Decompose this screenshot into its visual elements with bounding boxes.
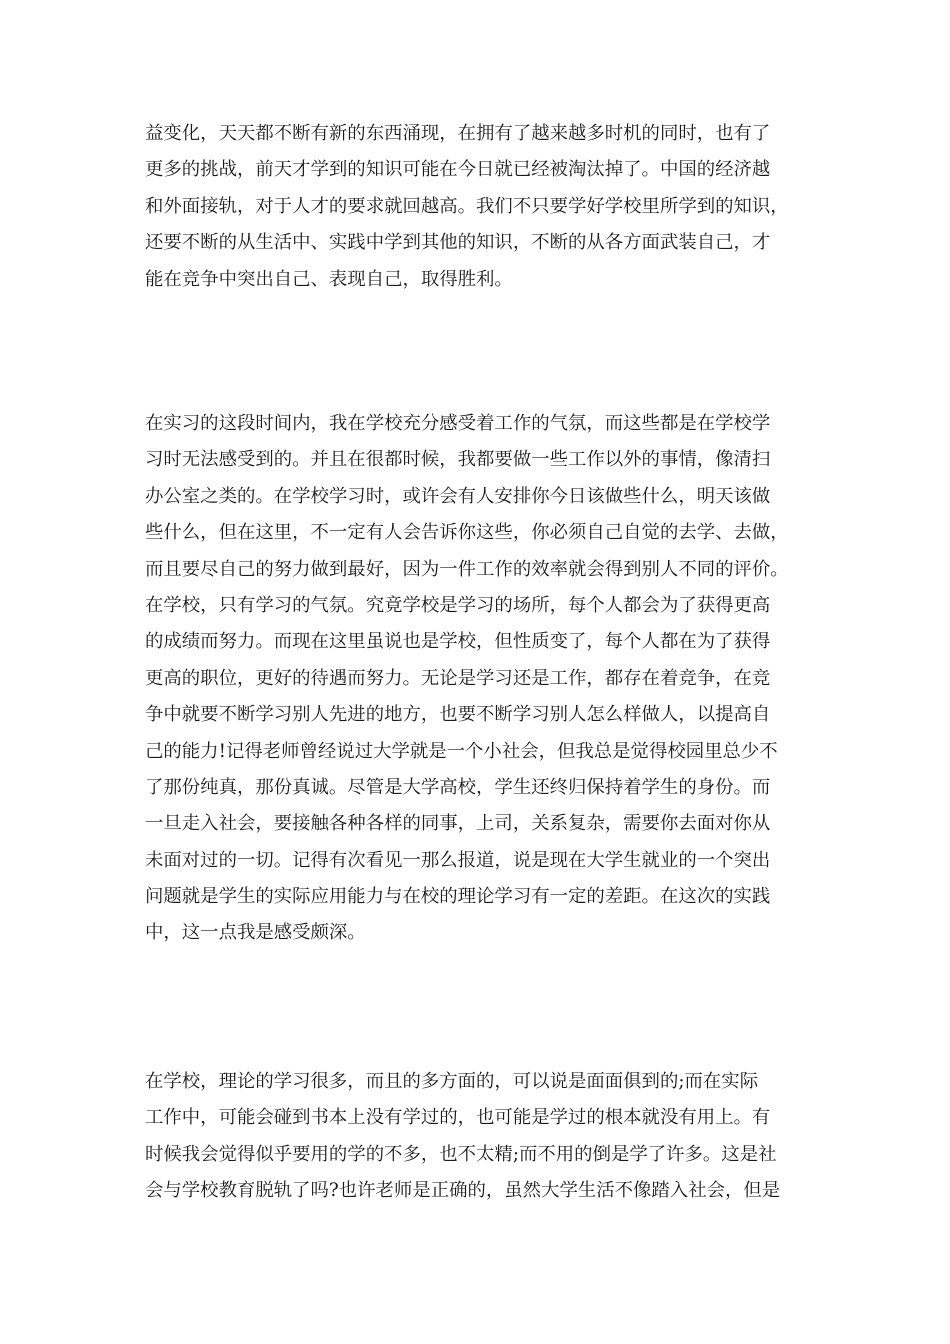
text-line: 在学校，理论的学习很多，而且的多方面的，可以说是面面俱到的;而在实际 [145,1071,759,1092]
text-line: 的成绩而努力。而现在这里虽说也是学校，但性质变了，每个人都在为了获得 [145,631,771,653]
paragraph-3 [145,1064,805,1210]
text-line: 未面对过的一切。记得有次看见一那么报道，说是现在大学生就业的一个突出 [145,849,771,871]
text-line: 一旦走入社会，要接触各种各样的同事，上司，关系复杂，需要你去面对你从 [145,813,771,835]
text-line: 争中就要不断学习别人先进的地方，也要不断学习别人怎么样做人，以提高自 [145,704,771,726]
text-line: 问题就是学生的实际应用能力与在校的理论学习有一定的差距。在这次的实践 [145,886,771,908]
text-line: 益变化，天天都不断有新的东西涌现，在拥有了越来越多时机的同时，也有了 [145,123,771,144]
text-line: 能在竞争中突出自己、表现自己，取得胜利。 [145,268,513,290]
text-line: 些什么，但在这里，不一定有人会告诉你这些，你必须自己自觉的去学、去做， [145,522,789,544]
text-line: 还要不断的从生活中、实践中学到其他的知识，不断的从各方面武装自己，才 [145,232,771,254]
text-line: 己的能力!记得老师曾经说过大学就是一个小社会，但我总是觉得校园里总少不 [145,740,778,762]
paragraph-1 [145,116,805,298]
paragraph-2 [145,406,805,952]
text-line: 更多的挑战，前天才学到的知识可能在今日就已经被淘汰掉了。中国的经济越 [145,159,771,181]
text-line: 中，这一点我是感受颇深。 [145,922,366,944]
text-line: 在实习的这段时间内，我在学校充分感受着工作的气氛，而这些都是在学校学 [145,413,771,434]
text-line: 和外面接轨，对于人才的要求就回越高。我们不只要学好学校里所学到的知识， [145,195,789,217]
text-line: 而且要尽自己的努力做到最好，因为一件工作的效率就会得到别人不同的评价。 [145,558,789,580]
text-line: 办公室之类的。在学校学习时，或许会有人安排你今日该做些什么，明天该做 [145,485,771,507]
text-line: 习时无法感受到的。并且在很都时候，我都要做一些工作以外的事情，像清扫 [145,449,771,471]
text-line: 在学校，只有学习的气氛。究竟学校是学习的场所，每个人都会为了获得更高 [145,594,771,616]
text-line: 会与学校教育脱轨了吗?也许老师是正确的，虽然大学生活不像踏入社会，但是 [145,1180,781,1202]
text-line: 了那份纯真，那份真诚。尽管是大学高校，学生还终归保持着学生的身份。而 [145,776,771,798]
text-line: 工作中，可能会碰到书本上没有学过的，也可能是学过的根本就没有用上。有 [145,1107,771,1129]
text-line: 更高的职位，更好的待遇而努力。无论是学习还是工作，都存在着竞争，在竞 [145,667,771,689]
text-line: 时候我会觉得似乎要用的学的不多，也不太精;而不用的倒是学了许多。这是社 [145,1143,777,1165]
